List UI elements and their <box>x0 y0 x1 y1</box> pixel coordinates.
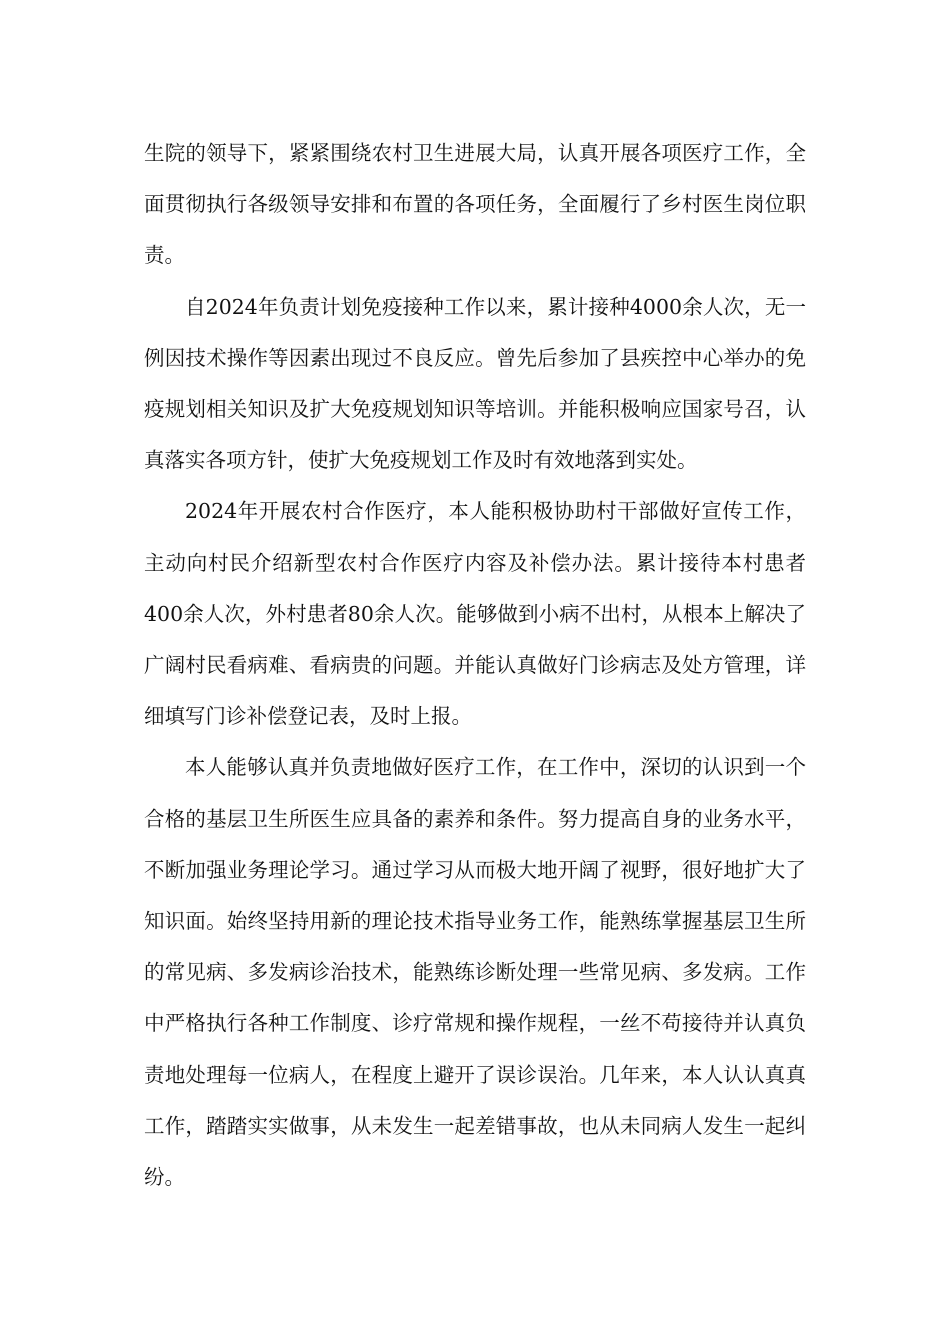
paragraph-immunization: 自2024年负责计划免疫接种工作以来，累计接种4000余人次，无一例因技术操作等因素出现过不良反应。曾先后参加了县疾控中心举办的免疫规划相关知识及扩大免疫规划知识等培训。并能积极响应国家号召，认真落实各项方针，使扩大免疫规划工作及时有效地落到实处。 <box>144 294 806 473</box>
document-body <box>144 128 806 1203</box>
paragraph-medical-work: 本人能够认真并负责地做好医疗工作，在工作中，深切的认识到一个合格的基层卫生所医生应具备的素养和条件。努力提高自身的业务水平，不断加强业务理论学习。通过学习从而极大地开阔了视野，很好地扩大了知识面。始终坚持用新的理论技术指导业务工作，能熟练掌握基层卫生所的常见病、多发病诊治技术，能熟练诊断处理一些常见病、多发病。工作中严格执行各种工作制度、诊疗常规和操作规程，一丝不苟接待并认真负责地处理每一位病人，在程度上避开了误诊误治。几年来，本人认认真真工作，踏踏实实做事，从未发生一起差错事故，也从未同病人发生一起纠纷。 <box>144 755 806 1190</box>
paragraph-continuation: 生院的领导下，紧紧围绕农村卫生进展大局，认真开展各项医疗工作，全面贯彻执行各级领导安排和布置的各项任务，全面履行了乡村医生岗位职责。 <box>144 141 806 268</box>
paragraph-cooperative-medical: 2024年开展农村合作医疗，本人能积极协助村干部做好宣传工作，主动向村民介绍新型农村合作医疗内容及补偿办法。累计接待本村患者400余人次，外村患者80余人次。能够做到小病不出村，从根本上解决了广阔村民看病难、看病贵的问题。并能认真做好门诊病志及处方管理，详细填写门诊补偿登记表，及时上报。 <box>144 499 806 729</box>
